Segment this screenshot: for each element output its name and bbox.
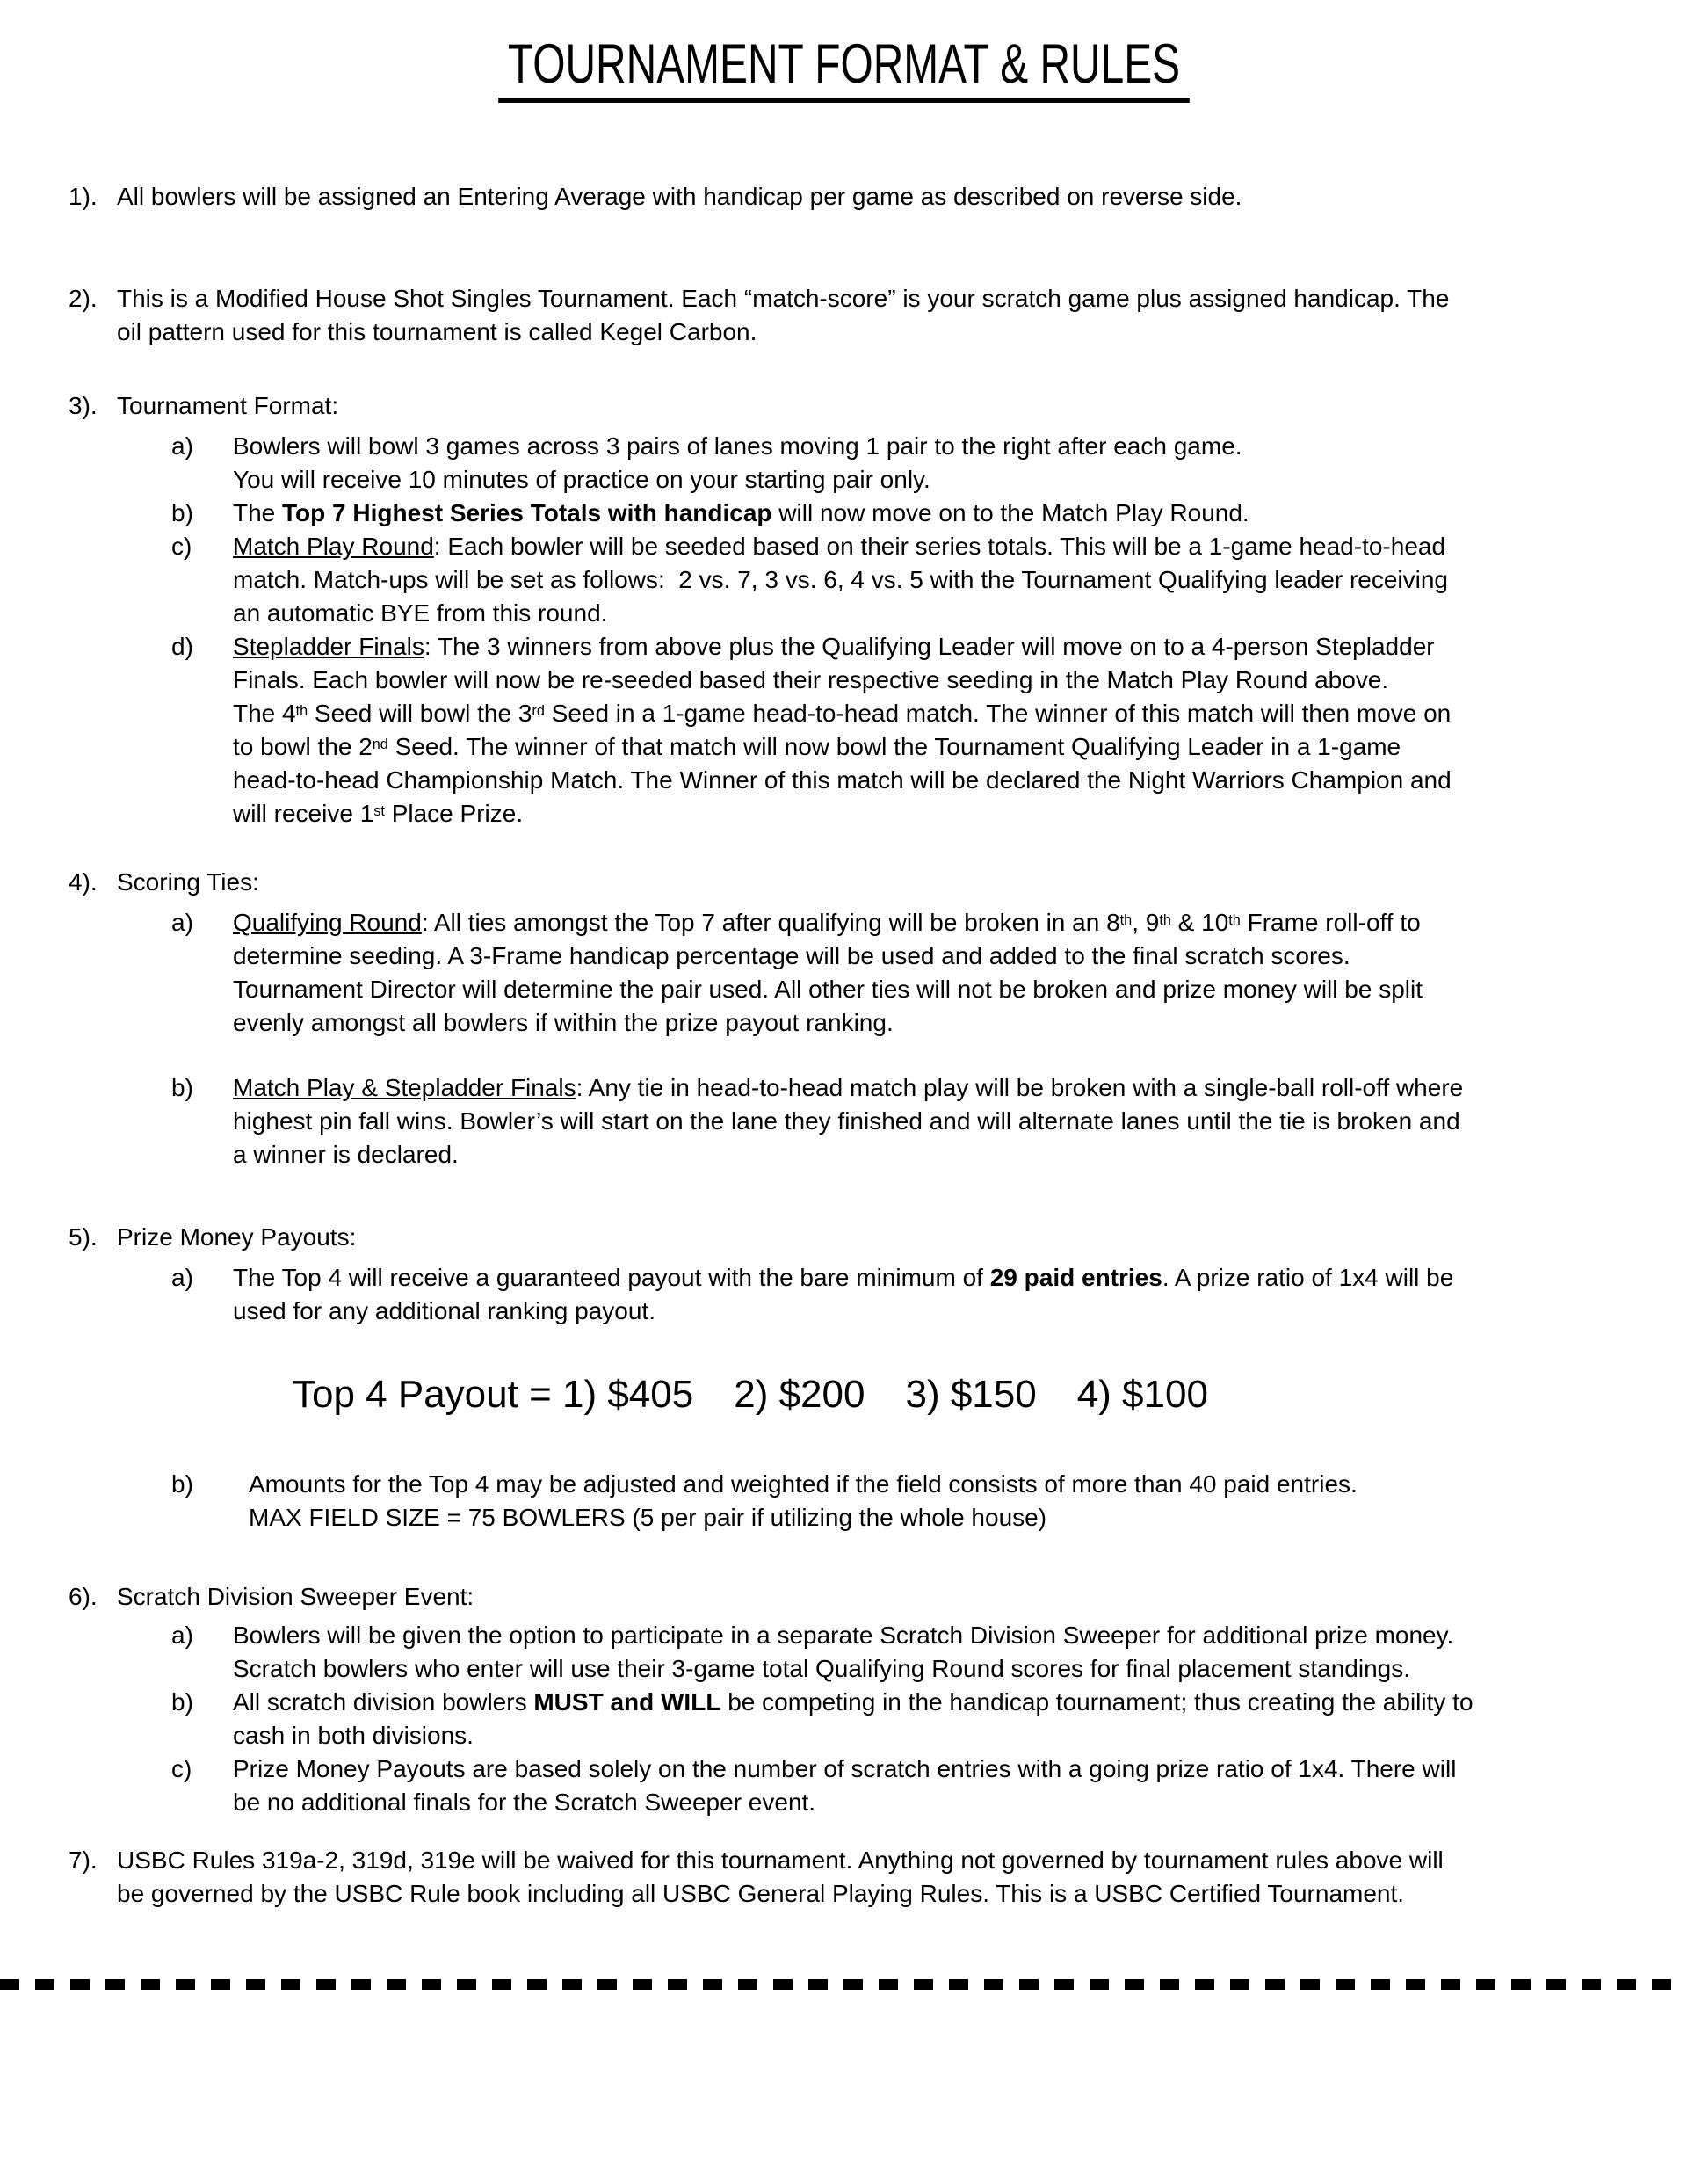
rule-4-item-b (171, 1071, 1590, 1172)
payout-part-3: 3) $150 (905, 1373, 1037, 1417)
rule-4-heading-text: Scoring Ties: (117, 868, 259, 896)
rule-4-item-a-letter: a) (171, 909, 193, 937)
rule-6-item-c-text: Prize Money Payouts are based solely on the number of scratch entries with a going prize ratio of 1x4. There will be no additional finals for the Scratch Sweeper event. (233, 1754, 1457, 1816)
rule-4-item-a (171, 906, 1590, 1040)
rule-3-item-d (171, 630, 1590, 831)
rule-6-heading (69, 1580, 1590, 1614)
rule-5-item-b-text: Amounts for the Top 4 may be adjusted and weighted if the field consists of more than 40 paid entries. MAX FIELD SIZE = 75 BOWLERS (5 per pair if utilizing the whole house) (249, 1469, 1358, 1531)
rule-5-heading (69, 1221, 1590, 1254)
rule-3-heading (69, 389, 1590, 423)
rule-3-item-d-letter: d) (171, 633, 193, 661)
rule-6-item-c-letter: c) (171, 1754, 192, 1782)
rule-5-item-b-letter: b) (171, 1469, 193, 1498)
rule-7-text: USBC Rules 319a-2, 319d, 319e will be waived for this tournament. Anything not governed by tournament rules above will be governed by the USBC Rule book including all USBC General Playing Rules. This is a USBC Certified Tournament. (117, 1846, 1444, 1907)
rule-5-item-a (171, 1261, 1590, 1328)
rule-2-number: 2). (69, 285, 98, 313)
rule-3-item-b (171, 497, 1590, 530)
rule-6-number: 6). (69, 1582, 98, 1610)
rule-5-heading-text: Prize Money Payouts: (117, 1223, 357, 1252)
title-wrap (0, 0, 1687, 103)
rule-2 (69, 282, 1590, 349)
rule-5-item-a-text: The Top 4 will receive a guaranteed payout with the bare minimum of 29 paid entries. A prize ratio of 1x4 will be used for any additional ranking payout. (233, 1264, 1454, 1325)
rule-5-item-b (171, 1468, 1590, 1535)
rule-1-text: All bowlers will be assigned an Entering Average with handicap per game as described on reverse side. (117, 183, 1242, 211)
page-title: TOURNAMENT FORMAT & RULES (498, 35, 1190, 103)
rule-3-item-c (171, 530, 1590, 630)
rule-4-item-b-letter: b) (171, 1074, 193, 1102)
rule-3-item-a (171, 430, 1590, 497)
document-body (0, 180, 1687, 1990)
rule-2-text: This is a Modified House Shot Singles Tournament. Each “match-score” is your scratch game plus assigned handicap. The oil pattern used for this tournament is called Kegel Carbon. (117, 285, 1450, 346)
rule-6-item-a-text: Bowlers will be given the option to participate in a separate Scratch Division Sweeper for additional prize money. Scratch bowlers who enter will use their 3-game total Qualifying Round scores for final placement standings. (233, 1621, 1454, 1682)
rule-4-heading (69, 866, 1590, 899)
rule-3-item-c-text: Match Play Round: Each bowler will be seeded based on their series totals. This will be a 1-game head-to-head match. Match-ups will be set as follows: 2 vs. 7, 3 vs. 6, 4 vs. 5 with the Tournament Qualifying leader receiving an automatic BYE from this round. (233, 533, 1449, 628)
rule-1 (69, 180, 1590, 214)
payout-part-4: 4) $100 (1076, 1373, 1208, 1417)
rule-3-number: 3). (69, 392, 98, 420)
rule-3-item-d-text: Stepladder Finals: The 3 winners from above plus the Qualifying Leader will move on to a 4-person Stepladder Finals. Each bowler will now be re-seeded based their respective seeding in the Match Play Round above. The 4th Seed will bowl the 3rd Seed in a 1-game head-to-head match. The winner of this match will then move on to bowl the 2nd Seed. The winner of that match will now bowl the Tournament Qualifying Leader in a 1-game head-to-head Championship Match. The Winner of this match will be declared the Night Warriors Champion and will receive 1st Place Prize. (233, 633, 1452, 828)
rule-3-item-b-letter: b) (171, 499, 193, 527)
rule-4-item-a-text: Qualifying Round: All ties amongst the Top 7 after qualifying will be broken in an 8th, 9th & 10th Frame roll-off to determine seeding. A 3-Frame handicap percentage will be used and added to the final scratch scores. Tournament Director will determine the pair used. All other ties will not be broken and prize money will be split evenly amongst all bowlers if within the prize payout ranking. (233, 909, 1423, 1037)
rule-6-item-c (171, 1752, 1590, 1819)
payout-part-2: 2) $200 (734, 1373, 865, 1417)
rule-3-item-a-text: Bowlers will bowl 3 games across 3 pairs of lanes moving 1 pair to the right after each game. You will receive 10 minutes of practice on your starting pair only. (233, 432, 1242, 494)
rule-1-number: 1). (69, 183, 98, 211)
rule-5-number: 5). (69, 1223, 98, 1252)
payout-part-1: Top 4 Payout = 1) $405 (293, 1373, 694, 1417)
rule-5-item-a-letter: a) (171, 1264, 193, 1292)
top4-payout-line (293, 1372, 1590, 1419)
rule-6-item-a-letter: a) (171, 1621, 193, 1649)
rule-3-item-c-letter: c) (171, 533, 192, 561)
rule-6-item-b-text: All scratch division bowlers MUST and WILL be competing in the handicap tournament; thus creating the ability to cash in both divisions. (233, 1687, 1473, 1749)
rule-7 (69, 1844, 1590, 1911)
rule-3-item-a-letter: a) (171, 432, 193, 461)
rule-7-number: 7). (69, 1846, 98, 1874)
rule-6-heading-text: Scratch Division Sweeper Event: (117, 1582, 474, 1610)
rule-3-item-b-text: The Top 7 Highest Series Totals with handicap will now move on to the Match Play Round. (233, 499, 1249, 527)
dashed-divider (0, 1979, 1687, 1990)
rule-3-heading-text: Tournament Format: (117, 392, 339, 420)
rule-6-item-a (171, 1619, 1590, 1686)
rule-6-item-b (171, 1686, 1590, 1752)
rule-6-item-b-letter: b) (171, 1687, 193, 1716)
rule-4-number: 4). (69, 868, 98, 896)
rule-4-item-b-text: Match Play & Stepladder Finals: Any tie in head-to-head match play will be broken with a single-ball roll-off where highest pin fall wins. Bowler’s will start on the lane they finished and will alternate lanes until the tie is broken and a winner is declared. (233, 1074, 1464, 1169)
